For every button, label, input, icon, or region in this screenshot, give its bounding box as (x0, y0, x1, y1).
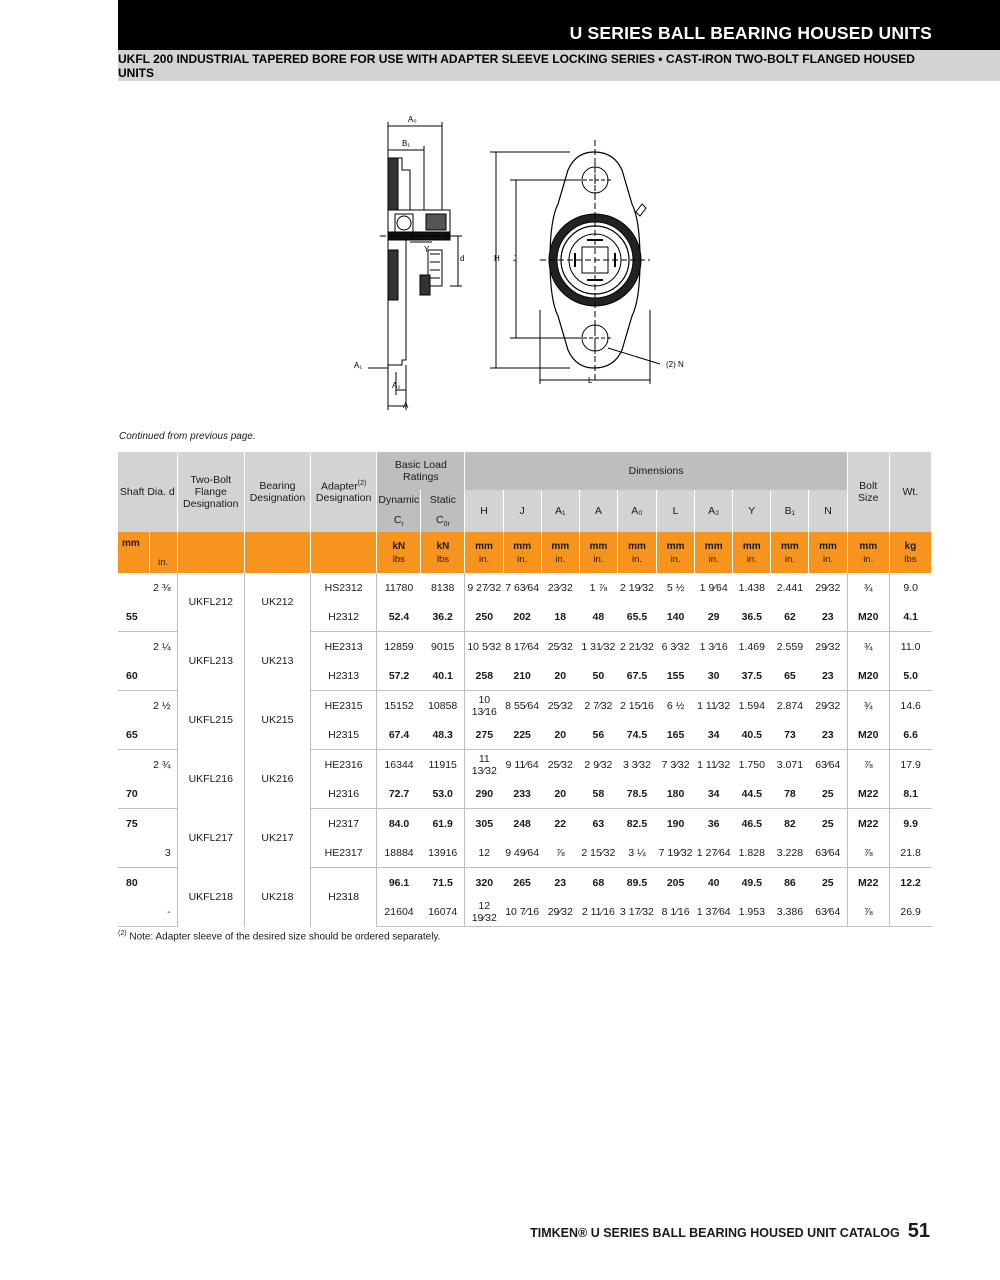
table-cell: 37.5 (733, 661, 771, 691)
table-cell: ¾ (847, 632, 889, 662)
table-cell: 7 3⁄32 (661, 758, 690, 771)
table-cell: 46.5 (741, 817, 763, 830)
table-cell: 205 (666, 876, 685, 889)
table-cell: 20 (541, 779, 579, 809)
table-cell: 2 7⁄32 (584, 699, 613, 712)
table-cell: 7 63⁄64 (505, 581, 540, 594)
units-row: mm in. kN lbs kN lbs mm in. mm in. mm in. mm in. mm in. mm in. mm in. mm in. mm in. mm in. mm in. kg lbs (118, 532, 932, 573)
table-cell: 1 37⁄64 (695, 897, 733, 927)
adapter-designation: H2315 (311, 720, 377, 750)
table-cell: 40 (707, 876, 720, 889)
bearing-designation: UK217 (244, 809, 310, 868)
table-cell: 225 (503, 720, 541, 750)
table-cell: 23 (809, 720, 847, 750)
table-cell: 57.2 (377, 661, 421, 691)
footer-catalog: TIMKEN® U SERIES BALL BEARING HOUSED UNIT CATALOG (530, 1226, 900, 1240)
table-cell: 9 49⁄64 (503, 838, 541, 868)
table-cell: 5 ½ (666, 581, 685, 594)
adapter-designation: H2313 (311, 661, 377, 691)
adapter-designation: HE2315 (311, 691, 377, 721)
table-cell: 20 (541, 661, 579, 691)
table-cell: 155 (657, 661, 695, 691)
table-cell: 29⁄32 (541, 897, 579, 927)
col-a0: A₀ (617, 490, 656, 532)
table-cell: 1.469 (738, 640, 765, 653)
table-cell: 40.1 (421, 661, 465, 691)
adapter-designation: H2318 (311, 868, 377, 927)
shaft-in: 2 ½ (149, 691, 177, 721)
adapter-designation: HE2317 (311, 838, 377, 868)
technical-drawing (340, 110, 710, 415)
table-cell: 34 (695, 720, 733, 750)
table-cell: M20 (847, 602, 889, 632)
table-cell: 210 (503, 661, 541, 691)
table-cell: 2 15⁄32 (579, 838, 617, 868)
table-cell: 63⁄64 (809, 750, 847, 780)
table-cell: 10 13⁄16 (471, 693, 497, 718)
col-l: L (657, 490, 695, 532)
table-cell: 10 5⁄32 (467, 640, 502, 653)
table-cell: 25 (809, 779, 847, 809)
shaft-in (149, 602, 177, 632)
table-cell: 1 11⁄32 (697, 758, 731, 771)
table-cell: 1.828 (733, 838, 771, 868)
table-cell: M22 (847, 779, 889, 809)
table-cell: 89.5 (626, 876, 648, 889)
table-cell: 84.0 (388, 817, 410, 830)
shaft-in (149, 661, 177, 691)
page-number: 51 (907, 1220, 930, 1242)
adapter-designation: HE2316 (311, 750, 377, 780)
table-cell: 5.0 (889, 661, 931, 691)
table-cell: 23 (809, 602, 847, 632)
table-cell: 14.6 (900, 699, 921, 712)
table-cell: 23⁄32 (547, 581, 573, 594)
table-cell: 61.9 (421, 809, 465, 839)
table-cell: 8 17⁄64 (505, 640, 540, 653)
table-cell: 11 13⁄32 (471, 752, 497, 777)
table-cell: 165 (657, 720, 695, 750)
bearing-designation: UK216 (244, 750, 310, 809)
table-cell: M20 (847, 720, 889, 750)
table-cell: 63⁄64 (809, 897, 847, 927)
label-a1: A₁ (354, 361, 363, 370)
table-cell: 2.874 (776, 699, 804, 712)
table-cell: 11915 (421, 750, 465, 780)
table-cell: 12859 (384, 640, 414, 653)
table-cell: 3.071 (776, 758, 804, 771)
table-cell: 10858 (421, 691, 465, 721)
table-cell: 290 (465, 779, 503, 809)
shaft-mm: 55 (118, 602, 149, 632)
table-cell: 65.5 (617, 602, 656, 632)
table-cell: ¾ (847, 573, 889, 602)
table-body (118, 573, 932, 927)
flange-designation: UKFL216 (177, 750, 244, 809)
table-cell: 8138 (421, 573, 465, 602)
shaft-mm: 75 (126, 817, 138, 830)
table-cell: 13916 (421, 838, 465, 868)
col-bearing: Bearing Designation (244, 452, 310, 532)
table-cell: 2 9⁄32 (584, 758, 613, 771)
col-static: Static (421, 490, 465, 510)
shaft-mm (118, 750, 149, 780)
table-cell: 23 (809, 661, 847, 691)
col-b1: B₁ (771, 490, 809, 532)
table-cell: 21.8 (889, 838, 931, 868)
table-cell: 71.5 (421, 868, 465, 898)
flange-designation: UKFL217 (177, 809, 244, 868)
table-cell: 36.5 (733, 602, 771, 632)
table-cell: 63 (592, 817, 605, 830)
page-subtitle-bar (118, 50, 1000, 81)
table-cell: 25⁄32 (547, 699, 573, 712)
table-cell: 9 27⁄32 (467, 581, 502, 594)
table-cell: 2 19⁄32 (620, 581, 654, 594)
table-cell: 82.5 (626, 817, 648, 830)
col-bolt: Bolt Size (847, 452, 889, 532)
table-cell: 40.5 (733, 720, 771, 750)
table-cell: 320 (475, 876, 494, 889)
table-cell: 9.0 (903, 581, 918, 594)
table-cell: M22 (847, 809, 889, 839)
shaft-mm (118, 573, 149, 602)
table-cell: 18884 (377, 838, 421, 868)
table-cell: 3 ¼ (617, 838, 656, 868)
bearing-designation: UK215 (244, 691, 310, 750)
label-y: Y (424, 245, 430, 254)
table-cell: 25⁄32 (547, 640, 573, 653)
shaft-mm: 80 (126, 876, 138, 889)
col-j: J (503, 490, 541, 532)
col-n: N (809, 490, 847, 532)
table-cell: 9015 (421, 632, 465, 662)
table-cell: 12 19⁄32 (465, 897, 503, 927)
adapter-designation: H2312 (311, 602, 377, 632)
table-cell: 86 (784, 876, 796, 889)
table-cell: 48 (579, 602, 617, 632)
table-cell: 18 (541, 602, 579, 632)
table-cell: 67.5 (617, 661, 656, 691)
table-cell: 20 (541, 720, 579, 750)
col-shaft: Shaft Dia. d (118, 452, 177, 532)
table-cell: 25 (809, 809, 847, 839)
shaft-in (149, 720, 177, 750)
bearing-designation: UK218 (244, 868, 310, 927)
table-cell: 233 (503, 779, 541, 809)
table-cell: 36 (707, 817, 720, 830)
table-cell: 29⁄32 (809, 632, 847, 662)
table-cell: 258 (465, 661, 503, 691)
shaft-mm: 60 (118, 661, 149, 691)
shaft-mm: 70 (118, 779, 149, 809)
shaft-mm (118, 691, 149, 721)
label-a0: A₀ (408, 115, 417, 124)
table-cell: 1 9⁄64 (699, 581, 728, 594)
col-y: Y (733, 490, 771, 532)
table-cell: ⅞ (847, 838, 889, 868)
label-a: A (403, 401, 409, 410)
table-cell: 96.1 (388, 876, 410, 889)
table-cell: M20 (847, 661, 889, 691)
label-a2: A₂ (392, 381, 401, 390)
table-cell: 275 (465, 720, 503, 750)
table-cell: 1 31⁄32 (581, 640, 616, 653)
adapter-designation: H2317 (311, 809, 377, 839)
table-cell: 23 (554, 876, 567, 889)
table-cell: 1.594 (738, 699, 765, 712)
table-cell: 180 (657, 779, 695, 809)
table-cell: 1 3⁄16 (699, 640, 728, 653)
table-cell: 12.2 (900, 876, 921, 889)
table-cell: ⅞ (847, 897, 889, 927)
continued-note: Continued from previous page. (119, 431, 256, 442)
table-cell: 34 (695, 779, 733, 809)
shaft-in: 2 ⅜ (149, 573, 177, 602)
table-cell: 17.9 (900, 758, 921, 771)
specs-table (118, 452, 932, 927)
table-cell: 9 11⁄64 (505, 758, 539, 771)
table-cell: M22 (847, 868, 889, 898)
table-cell: 1.750 (738, 758, 765, 771)
table-cell: 248 (513, 817, 531, 830)
table-cell: 3.386 (771, 897, 809, 927)
label-h: H (494, 254, 500, 263)
table-cell: 190 (666, 817, 685, 830)
table-row (118, 868, 932, 898)
label-j: J (513, 254, 517, 263)
col-load-ratings: Basic Load Ratings (377, 452, 465, 490)
adapter-designation: HS2312 (311, 573, 377, 602)
table-cell: 1.953 (733, 897, 771, 927)
shaft-in (149, 868, 177, 898)
table-cell: 202 (503, 602, 541, 632)
table-row (118, 573, 932, 602)
table-cell: 67.4 (377, 720, 421, 750)
table-cell: 2 21⁄32 (620, 640, 654, 653)
shaft-mm (118, 838, 149, 868)
table-cell: 58 (579, 779, 617, 809)
table-row (118, 632, 932, 662)
table-cell: 48.3 (421, 720, 465, 750)
table-cell: 9.9 (903, 817, 918, 830)
table-row (118, 809, 932, 839)
table-cell: 74.5 (617, 720, 656, 750)
table-cell: 63⁄64 (809, 838, 847, 868)
table-cell: 6 3⁄32 (661, 640, 690, 653)
table-cell: 2 15⁄16 (620, 699, 654, 712)
table-cell: 2.559 (776, 640, 804, 653)
col-designation: Two-Bolt Flange Designation (177, 452, 244, 532)
table-cell: 11.0 (900, 640, 921, 653)
table-cell: 250 (465, 602, 503, 632)
table-row (118, 750, 932, 780)
shaft-mm (118, 632, 149, 662)
shaft-in: 3 (149, 838, 177, 868)
table-cell: 78.5 (617, 779, 656, 809)
label-b1: B₁ (402, 139, 411, 148)
table-cell: 7 19⁄32 (657, 838, 695, 868)
table-cell: 21604 (377, 897, 421, 927)
table-cell: 78 (771, 779, 809, 809)
table-cell: 1 27⁄64 (695, 838, 733, 868)
page-footer (530, 1220, 930, 1243)
table-cell: 6.6 (889, 720, 931, 750)
shaft-mm: 65 (118, 720, 149, 750)
col-dimensions: Dimensions (465, 452, 847, 490)
table-cell: 1 11⁄32 (697, 699, 731, 712)
table-cell: 53.0 (421, 779, 465, 809)
bearing-designation: UK213 (244, 632, 310, 691)
table-cell: 3.228 (771, 838, 809, 868)
table-cell: 140 (657, 602, 695, 632)
table-cell: 44.5 (733, 779, 771, 809)
shaft-in (149, 779, 177, 809)
table-cell: 29 (695, 602, 733, 632)
col-wt: Wt. (889, 452, 931, 532)
table-cell: 50 (579, 661, 617, 691)
flange-designation: UKFL212 (177, 573, 244, 632)
table-cell: 1 ⅞ (589, 581, 608, 594)
footnote: $^{(2)}$ Note: Adapter sleeve of the desired size should be ordered separately. (118, 930, 441, 943)
table-cell: 22 (554, 817, 567, 830)
shaft-in (149, 809, 177, 839)
adapter-designation: H2316 (311, 779, 377, 809)
table-cell: 2 11⁄16 (579, 897, 617, 927)
table-cell: 16074 (421, 897, 465, 927)
table-cell: 65 (771, 661, 809, 691)
col-adapter: Adapter$^{(2)}$ Designation (311, 452, 377, 532)
col-h: H (465, 490, 503, 532)
table-row (118, 691, 932, 721)
table-cell: 3 17⁄32 (617, 897, 656, 927)
col-a2: A₂ (695, 490, 733, 532)
col-cr: $C_r$ (377, 510, 421, 532)
flange-designation: UKFL215 (177, 691, 244, 750)
table-cell: 68 (592, 876, 605, 889)
bearing-designation: UK212 (244, 573, 310, 632)
table-cell: 52.4 (377, 602, 421, 632)
page-subtitle: UKFL 200 INDUSTRIAL TAPERED BORE FOR USE WITH ADAPTER SLEEVE LOCKING SERIES • CAST-IRON TWO-BOLT FLANGED HOUSED UNITS (118, 51, 915, 80)
adapter-designation: HE2313 (311, 632, 377, 662)
table-cell: 3 3⁄32 (622, 758, 651, 771)
label-l: L (588, 376, 593, 385)
table-cell: 30 (695, 661, 733, 691)
table-cell: 26.9 (889, 897, 931, 927)
shaft-mm (118, 897, 149, 927)
col-a: A (579, 490, 617, 532)
table-cell: 36.2 (421, 602, 465, 632)
table-cell: ⅞ (541, 838, 579, 868)
table-cell: 8 1⁄16 (657, 897, 695, 927)
table-cell: 265 (513, 876, 531, 889)
page-title: U SERIES BALL BEARING HOUSED UNITS (569, 23, 932, 43)
table-cell: 25⁄32 (547, 758, 573, 771)
table-cell: 62 (771, 602, 809, 632)
flange-designation: UKFL213 (177, 632, 244, 691)
table-cell: 6 ½ (666, 699, 685, 712)
shaft-in: 2 ¼ (149, 632, 177, 662)
table-cell: 12 (465, 838, 503, 868)
table-cell: 15152 (384, 699, 414, 712)
table-cell: ⅞ (847, 750, 889, 780)
table-cell: 4.1 (889, 602, 931, 632)
table-cell: 11780 (384, 581, 414, 594)
table-cell: ¾ (847, 691, 889, 721)
col-cor: $C_{0r}$ (421, 510, 465, 532)
table-cell: 8.1 (889, 779, 931, 809)
label-n: (2) N (666, 360, 684, 369)
table-cell: 56 (579, 720, 617, 750)
flange-designation: UKFL218 (177, 868, 244, 927)
shaft-in: - (149, 897, 177, 927)
page-title-bar (118, 0, 1000, 50)
table-cell: 49.5 (741, 876, 763, 889)
table-cell: 29⁄32 (809, 573, 847, 602)
table-cell: 8 55⁄64 (505, 699, 540, 712)
table-cell: 25 (809, 868, 847, 898)
col-a1: A₁ (541, 490, 579, 532)
table-cell: 2.441 (776, 581, 804, 594)
table-cell: 29⁄32 (809, 691, 847, 721)
shaft-in: 2 ¾ (149, 750, 177, 780)
table-cell: 73 (771, 720, 809, 750)
table-cell: 72.7 (377, 779, 421, 809)
col-dynamic: Dynamic (377, 490, 421, 510)
table-cell: 82 (784, 817, 796, 830)
label-d: d (460, 254, 465, 263)
table-cell: 16344 (384, 758, 414, 771)
table-cell: 305 (475, 817, 494, 830)
table-cell: 10 7⁄16 (503, 897, 541, 927)
table-cell: 1.438 (738, 581, 765, 594)
